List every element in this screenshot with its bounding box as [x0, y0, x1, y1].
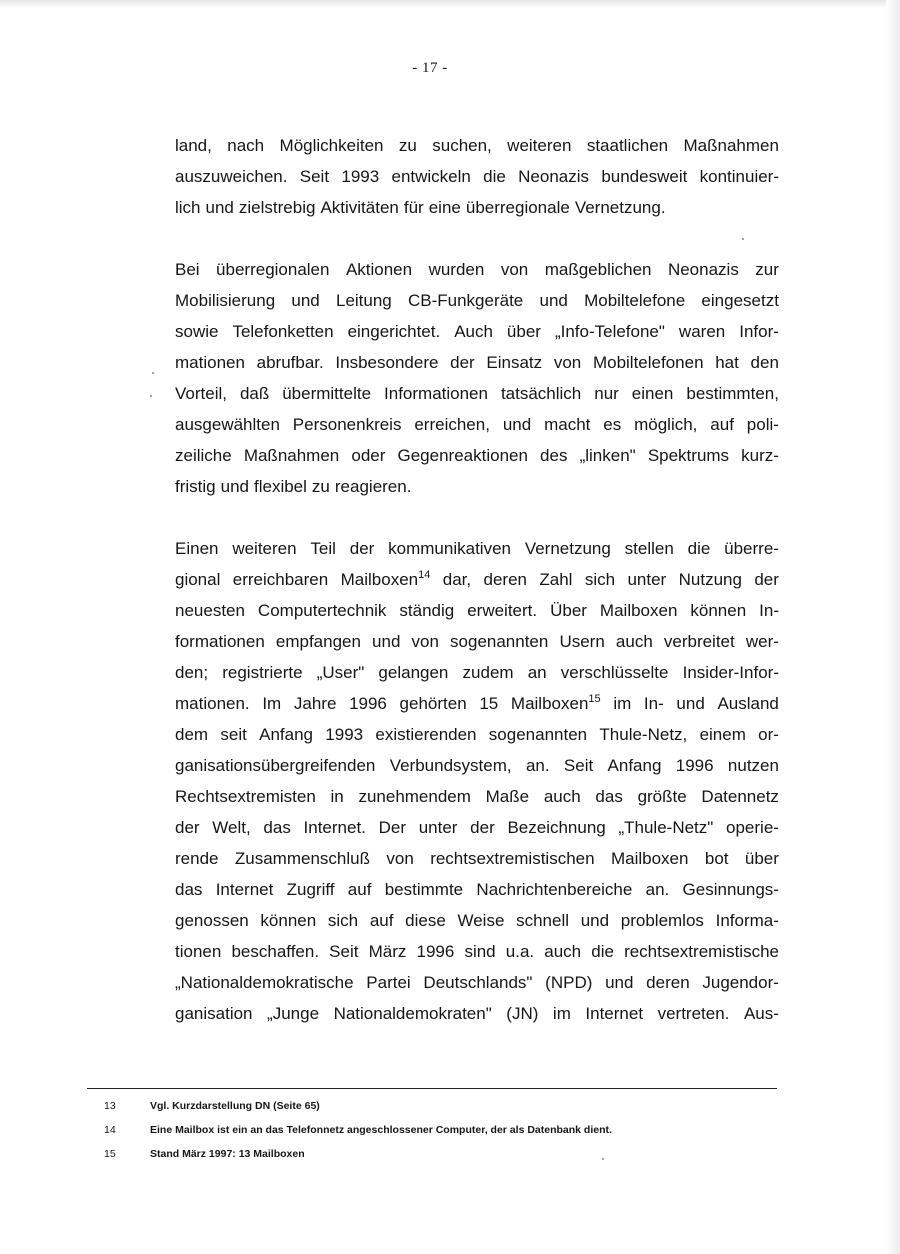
word: maßgeblichen — [544, 260, 652, 279]
text-line — [175, 688, 779, 719]
word: sogenannten — [488, 725, 588, 744]
word: möglich, — [634, 415, 698, 434]
word: ganisation — [175, 1004, 253, 1023]
text-line — [175, 998, 779, 1029]
word: Der — [378, 818, 407, 837]
text-line — [175, 781, 779, 812]
word: „Junge — [267, 1004, 320, 1023]
word: mationen. — [175, 694, 250, 713]
word: empfangen — [275, 632, 361, 651]
word: Nachrichtenbereiche — [476, 880, 633, 899]
word: (JN) — [506, 1004, 539, 1023]
word: das — [175, 880, 203, 899]
text-line — [175, 316, 779, 347]
word: und — [220, 477, 249, 496]
word: über — [744, 849, 779, 868]
word: Weise — [457, 911, 505, 930]
word: rechtsextremistische — [624, 942, 779, 961]
word: Im — [262, 694, 282, 713]
word: Infor- — [739, 322, 779, 341]
word: In- — [643, 694, 664, 713]
word: Mobilisierung — [175, 291, 276, 310]
word: zeiliche — [175, 446, 232, 465]
text-line — [175, 130, 779, 161]
word: die — [483, 167, 506, 186]
word: Welt, — [212, 818, 251, 837]
word: von — [386, 849, 414, 868]
text-line — [175, 533, 779, 564]
word: erreichbaren — [232, 570, 329, 589]
text-line — [175, 657, 779, 688]
word: im — [552, 1004, 571, 1023]
word: weiteren — [232, 539, 297, 558]
text-line — [175, 564, 779, 595]
word: gelangen — [378, 663, 449, 682]
text-line — [175, 409, 779, 440]
word: 15 — [479, 694, 499, 713]
word: Gegenreaktionen — [397, 446, 528, 465]
word: nach — [227, 136, 265, 155]
footnote-reference: 14 — [418, 569, 431, 581]
word: und — [539, 291, 568, 310]
word: Internet — [215, 880, 274, 899]
word: den — [750, 353, 779, 372]
footnote-text: Eine Mailbox ist ein an das Telefonnetz angeschlossener Computer, der als Datenbank dient. — [150, 1124, 612, 1136]
word: Anfang — [607, 756, 662, 775]
word: daß — [239, 384, 270, 403]
word: und — [605, 973, 634, 992]
footnote-divider — [87, 1088, 777, 1089]
word: wer- — [745, 632, 779, 651]
word: 1996 — [416, 942, 455, 961]
word: an. — [645, 880, 670, 899]
word: problemlos — [620, 911, 704, 930]
word: Partei — [366, 973, 411, 992]
word: Nutzung — [678, 570, 742, 589]
word: auch — [615, 632, 653, 651]
footnote-text: Stand März 1997: 13 Mailboxen — [150, 1148, 305, 1160]
word: zielstrebig — [238, 198, 316, 217]
word: Maßnahmen — [243, 446, 340, 465]
word: formationen — [175, 632, 265, 651]
word: und — [502, 415, 532, 434]
word: Datennetz — [701, 787, 779, 806]
word: zudem — [462, 663, 514, 682]
word: Bei — [175, 260, 200, 279]
word: Über — [550, 601, 587, 620]
word: zur — [755, 260, 779, 279]
word: macht — [544, 415, 591, 434]
word: erweitert. — [467, 601, 538, 620]
word: dem — [175, 725, 209, 744]
word: Einsatz — [486, 353, 543, 372]
word: „Nationaldemokratische — [175, 973, 354, 992]
word: abrufbar. — [256, 353, 324, 372]
word: 1993 — [325, 725, 364, 744]
text-line — [175, 161, 779, 192]
word: zunehmendem — [358, 787, 471, 806]
word: den; — [175, 663, 209, 682]
word: an. — [525, 756, 550, 775]
word: auf — [710, 415, 734, 434]
word: das — [595, 787, 623, 806]
word: Telefonketten — [232, 322, 334, 341]
text-line — [175, 843, 779, 874]
text-line — [175, 626, 779, 657]
word: schnell — [516, 911, 570, 930]
word: Internet — [585, 1004, 644, 1023]
word: Nationaldemokraten" — [333, 1004, 492, 1023]
word: Neonazis — [518, 167, 590, 186]
word: das — [263, 818, 291, 837]
word: rende — [175, 849, 219, 868]
footnote-item — [104, 1118, 784, 1142]
word: Verbundsystem, — [389, 756, 512, 775]
word: ständig — [399, 601, 455, 620]
word: kurz- — [741, 446, 779, 465]
word: im — [613, 694, 632, 713]
word: Mailboxen — [610, 849, 689, 868]
word: kommunikativen — [388, 539, 511, 558]
word: ausgewählten — [175, 415, 280, 434]
word: 1996 — [349, 694, 387, 713]
word: eingesetzt — [701, 291, 779, 310]
word: Auch — [454, 322, 493, 341]
word: Spektrums — [647, 446, 730, 465]
word: poli- — [746, 415, 779, 434]
word: Jahre — [293, 694, 337, 713]
word: Maße — [485, 787, 530, 806]
word: genossen — [175, 911, 249, 930]
word: von — [553, 353, 582, 372]
word: eingerichtet. — [347, 322, 441, 341]
footnote-number: 14 — [104, 1124, 116, 1136]
word: lich — [175, 198, 201, 217]
word: für — [403, 198, 424, 217]
word: an — [527, 663, 547, 682]
word: überre- — [724, 539, 779, 558]
word: „Info-Telefone" — [554, 322, 665, 341]
word: neuesten — [175, 601, 245, 620]
footnote-text: Vgl. Kurzdarstellung DN (Seite 65) — [150, 1100, 320, 1112]
word: der — [470, 818, 495, 837]
word: überregionalen — [216, 260, 330, 279]
word: und — [676, 694, 705, 713]
text-line — [175, 874, 779, 905]
scan-speck — [150, 395, 152, 397]
word: über — [506, 322, 541, 341]
word: nutzen — [727, 756, 779, 775]
word: Vernetzung. — [574, 198, 666, 217]
word: können — [690, 601, 747, 620]
word: Maßnahmen — [683, 136, 779, 155]
footnote-item — [104, 1142, 784, 1166]
text-line — [175, 347, 779, 378]
word: Jugendor- — [702, 973, 779, 992]
footnotes — [104, 1094, 784, 1166]
word: unter — [627, 570, 667, 589]
paragraph — [175, 533, 779, 1029]
word: „linken" — [579, 446, 636, 465]
scan-edge-top — [0, 0, 900, 8]
word: Informa- — [715, 911, 779, 930]
word: Teil — [310, 539, 336, 558]
word: Gesinnungs- — [682, 880, 779, 899]
word: übermittelte — [282, 384, 372, 403]
word: Insbesondere — [335, 353, 439, 372]
word: der — [450, 353, 475, 372]
word: CB-Funkgeräte — [407, 291, 524, 310]
word: Deutschlands" — [423, 973, 533, 992]
word: land, — [175, 136, 212, 155]
word: vertreten. — [657, 1004, 730, 1023]
word: kontinuier- — [699, 167, 779, 186]
word: und — [205, 198, 234, 217]
word: der — [175, 818, 200, 837]
word: Personenkreis — [292, 415, 402, 434]
word: Mobiltelefone — [584, 291, 686, 310]
text-line — [175, 285, 779, 316]
word: Aktivitäten — [320, 198, 399, 217]
word: auch — [544, 942, 582, 961]
word: des — [540, 446, 568, 465]
word: Usern — [559, 632, 605, 651]
word: unter — [418, 818, 458, 837]
text-line — [175, 719, 779, 750]
body-text — [175, 130, 779, 1060]
word-with-footnote-ref: Mailboxen$^{15}$ — [510, 693, 601, 713]
word: bundesweit — [601, 167, 688, 186]
word: existierenden — [375, 725, 477, 744]
word: auch — [543, 787, 581, 806]
word: deren — [483, 570, 527, 589]
word: tatsächlich — [500, 384, 582, 403]
text-line — [175, 812, 779, 843]
word: Anfang — [259, 725, 313, 744]
text-line — [175, 967, 779, 998]
word: einem — [699, 725, 746, 744]
word: entwickeln — [391, 167, 471, 186]
word: und — [291, 291, 320, 310]
word: die — [591, 942, 614, 961]
word: sich — [327, 911, 359, 930]
word: eine — [428, 198, 461, 217]
word: Zugriff — [286, 880, 335, 899]
word: Vorteil, — [175, 384, 227, 403]
word: reagieren. — [334, 477, 412, 496]
word: „Thule-Netz" — [618, 818, 714, 837]
word: Leitung — [335, 291, 392, 310]
word: auf — [347, 880, 372, 899]
word: Einen — [175, 539, 219, 558]
word: die — [687, 539, 711, 558]
word: bestimmte — [384, 880, 464, 899]
word: Vernetzung — [524, 539, 611, 558]
word: verschlüsselte — [560, 663, 669, 682]
word: Neonazis — [667, 260, 739, 279]
word: suchen, — [432, 136, 492, 155]
word: beschaffen. — [231, 942, 320, 961]
word: flexibel — [254, 477, 307, 496]
word: registrierte — [222, 663, 303, 682]
word: „User" — [316, 663, 365, 682]
word: Möglichkeiten — [279, 136, 384, 155]
footnote-item — [104, 1094, 784, 1118]
text-line — [175, 192, 779, 223]
word: hat — [715, 353, 739, 372]
text-line — [175, 254, 779, 285]
word: ganisationsübergreifenden — [175, 756, 376, 775]
text-line — [175, 471, 779, 502]
word: der — [754, 570, 779, 589]
text-line — [175, 595, 779, 626]
word: Mobiltelefonen — [592, 353, 704, 372]
word: u.a. — [505, 942, 535, 961]
word: zu — [311, 477, 330, 496]
word: wurden — [428, 260, 485, 279]
word: größte — [637, 787, 687, 806]
word: erreichen, — [414, 415, 490, 434]
word: sowie — [175, 322, 219, 341]
word: In- — [759, 601, 779, 620]
word: von — [411, 632, 439, 651]
word: (NPD) — [545, 973, 593, 992]
word: sich — [584, 570, 616, 589]
word: rechtsextremistischen — [430, 849, 595, 868]
word: in — [330, 787, 344, 806]
word: auszuweichen. — [175, 167, 288, 186]
word: sogenannten — [450, 632, 549, 651]
footnote-number: 13 — [104, 1100, 116, 1112]
word: oder — [351, 446, 386, 465]
word: Aktionen — [345, 260, 413, 279]
word: gehörten — [399, 694, 467, 713]
word: verbreitet — [663, 632, 735, 651]
word: Bezeichnung — [507, 818, 606, 837]
word-with-footnote-ref: Mailboxen$^{14}$ — [340, 569, 431, 589]
word: deren — [646, 973, 690, 992]
word: auf — [369, 911, 394, 930]
paragraph — [175, 130, 779, 223]
word: or- — [758, 725, 779, 744]
page-number: - 17 - — [412, 60, 448, 76]
word: Informationen — [384, 384, 488, 403]
word: diese — [405, 911, 446, 930]
word: mationen — [175, 353, 245, 372]
scan-speck — [152, 372, 154, 374]
word: bot — [704, 849, 729, 868]
word: Zusammenschluß — [234, 849, 370, 868]
word: Thule-Netz, — [599, 725, 688, 744]
text-line — [175, 905, 779, 936]
word: 1993 — [341, 167, 380, 186]
word: waren — [678, 322, 726, 341]
word: tionen — [175, 942, 222, 961]
word: einen — [631, 384, 674, 403]
word: überregionale — [465, 198, 570, 217]
word: von — [500, 260, 529, 279]
word: gional — [175, 570, 221, 589]
word: nur — [594, 384, 619, 403]
word: Mailboxen — [599, 601, 678, 620]
word: März — [368, 942, 407, 961]
word: der — [349, 539, 375, 558]
word: bestimmten, — [686, 384, 779, 403]
word: es — [603, 415, 622, 434]
word: Aus- — [743, 1004, 779, 1023]
text-line — [175, 936, 779, 967]
word: weiteren — [507, 136, 572, 155]
word: seit — [220, 725, 247, 744]
word: zu — [398, 136, 417, 155]
word: können — [260, 911, 317, 930]
text-line — [175, 378, 779, 409]
word: dar, — [442, 570, 472, 589]
word: Rechtsextremisten — [175, 787, 316, 806]
word: Ausland — [717, 694, 779, 713]
paragraph — [175, 254, 779, 502]
word: Seit — [563, 756, 594, 775]
word: staatlichen — [586, 136, 669, 155]
word: 1996 — [675, 756, 714, 775]
word: fristig — [175, 477, 216, 496]
word: Seit — [299, 167, 330, 186]
word: operie- — [726, 818, 779, 837]
word: Seit — [329, 942, 359, 961]
word: Computertechnik — [257, 601, 387, 620]
word: und — [372, 632, 401, 651]
text-line — [175, 440, 779, 471]
word: und — [580, 911, 610, 930]
text-line — [175, 750, 779, 781]
word: sind — [464, 942, 496, 961]
word: stellen — [624, 539, 674, 558]
word: Internet. — [303, 818, 366, 837]
scan-edge-right — [886, 0, 900, 1254]
word: Zahl — [539, 570, 573, 589]
footnote-reference: 15 — [588, 693, 601, 705]
word: Insider-Infor- — [682, 663, 779, 682]
footnote-number: 15 — [104, 1148, 116, 1160]
